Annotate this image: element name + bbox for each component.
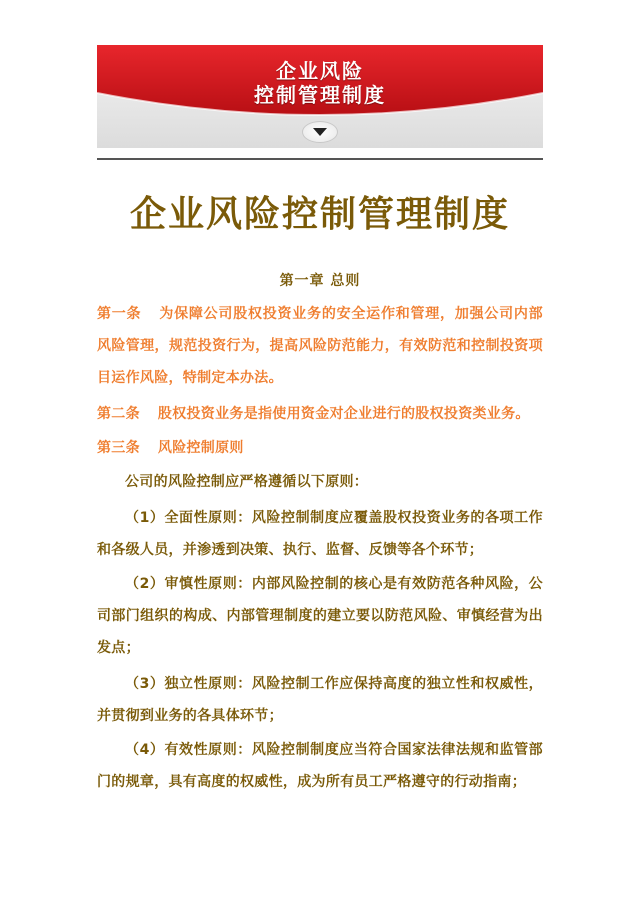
principle-2: （2）审慎性原则：内部风险控制的核心是有效防范各种风险，公司部门组织的构成、内部管理制度的建立要以防范风险、审慎经营为出发点； (97, 576, 543, 656)
article-3-text: 风险控制原则 (157, 440, 244, 456)
article-1-head: 第一条 (97, 306, 142, 322)
chevron-down-icon (313, 128, 327, 136)
article-3-head: 第三条 (97, 440, 140, 456)
article-1 (97, 298, 543, 394)
principle-3: （3）独立性原则：风险控制工作应保持高度的独立性和权威性，并贯彻到业务的各具体环节； (97, 676, 543, 724)
principles-intro: 公司的风险控制应严格遵循以下原则： (125, 474, 369, 490)
chapter-heading: 第一章 总则 (279, 273, 361, 289)
article-2 (97, 398, 543, 430)
principle-1: （1）全面性原则：风险控制制度应覆盖股权投资业务的各项工作和各级人员，并渗透到决策、执行、监督、反馈等各个环节； (97, 510, 543, 558)
article-2-head: 第二条 (97, 406, 140, 422)
header-banner (97, 45, 543, 148)
expand-button[interactable] (302, 121, 338, 143)
banner-title-line2: 控制管理制度 (254, 83, 386, 107)
banner-title-line1: 企业风险 (276, 59, 364, 83)
principle-4: （4）有效性原则：风险控制制度应当符合国家法律法规和监管部门的规章，具有高度的权威性，成为所有员工严格遵守的行动指南； (97, 742, 543, 790)
document-title: 企业风险控制管理制度 (129, 193, 510, 235)
header-divider (97, 158, 543, 160)
article-3 (97, 432, 543, 464)
article-2-text: 股权投资业务是指使用资金对企业进行的股权投资类业务。 (157, 406, 530, 422)
article-1-text: 为保障公司股权投资业务的安全运作和管理，加强公司内部风险管理，规范投资行为，提高风险防范能力，有效防范和控制投资项目运作风险，特制定本办法。 (97, 306, 543, 386)
